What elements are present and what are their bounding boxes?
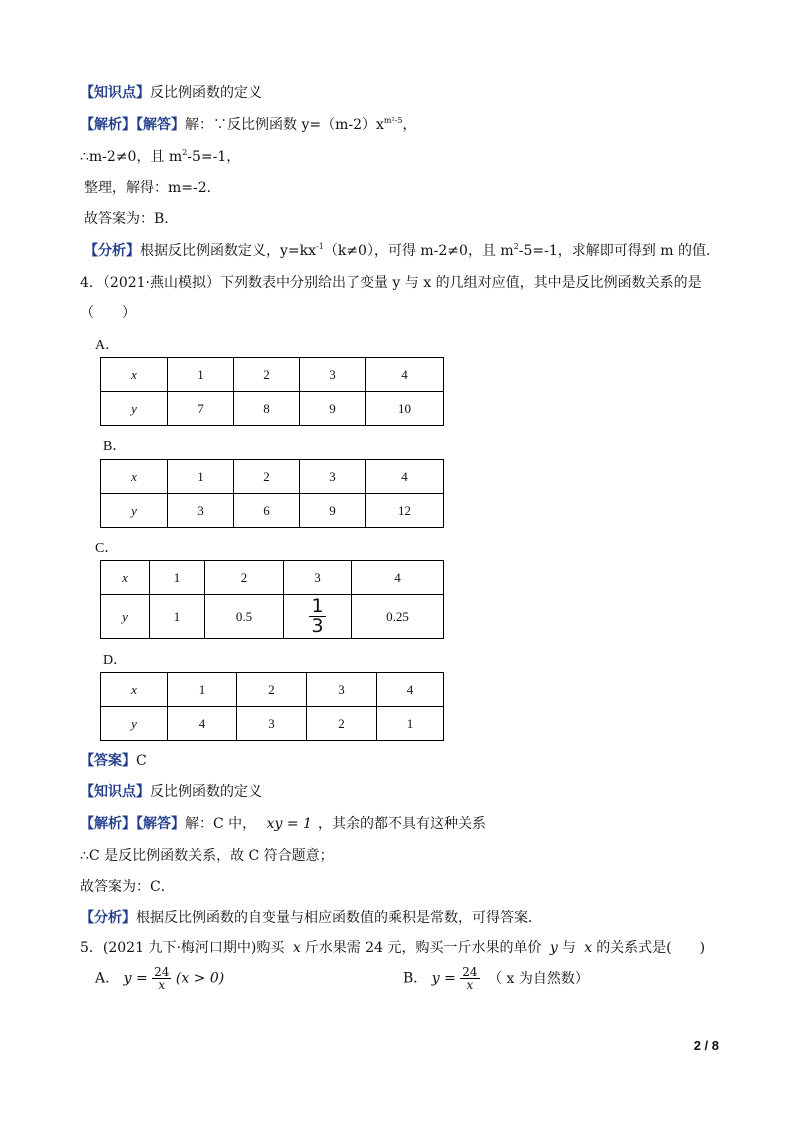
analysis-text-2b: ，其余的都不具有这种关系 xyxy=(317,816,486,832)
cell: x xyxy=(101,561,150,595)
knowledge-point-line-2 xyxy=(80,781,262,801)
option-b-table xyxy=(100,459,444,528)
analysis-summary-line-2 xyxy=(80,907,542,927)
fraction-denominator: x xyxy=(466,978,474,992)
q5-var-x: x xyxy=(292,940,301,956)
cell: 10 xyxy=(366,392,444,426)
fraction-numerator: 24 xyxy=(154,965,170,979)
cell: 7 xyxy=(168,392,234,426)
cell: 2 xyxy=(307,707,377,741)
cell: 1 xyxy=(168,358,234,392)
q5-text-b: 斤水果需 24 元，购买一斤水果的单价 xyxy=(304,940,542,956)
cell: 4 xyxy=(168,707,237,741)
option-b-label: B． xyxy=(103,439,127,454)
cell: 3 xyxy=(300,460,366,494)
equation-xy: xy = 1 xyxy=(266,816,312,832)
cell: 1 xyxy=(168,460,234,494)
analysis-summary-tag: 【分析】 xyxy=(84,243,140,259)
analysis-text: 解：∵反比例函数 y=（m-2）x xyxy=(185,117,384,133)
cell: 2 xyxy=(234,358,300,392)
analysis-summary-line xyxy=(84,240,710,260)
knowledge-point-tag: 【知识点】 xyxy=(80,85,150,101)
q5-option-b-fraction xyxy=(460,966,479,991)
cell: 3 xyxy=(307,673,377,707)
q5-text-d: 的关系式是( ) xyxy=(596,940,706,956)
knowledge-point-text: 反比例函数的定义 xyxy=(150,85,262,101)
q5-option-b-condition: （ x 为自然数） xyxy=(488,970,589,987)
cell: 2 xyxy=(205,561,284,595)
knowledge-point-line xyxy=(80,82,262,102)
cell: 1 xyxy=(168,673,237,707)
cell: y xyxy=(101,494,168,528)
cell: y xyxy=(101,707,168,741)
condition-line xyxy=(80,146,240,166)
solve-line: 整理，解得：m=-2. xyxy=(84,180,212,196)
cell: x xyxy=(101,358,168,392)
fraction-one-third xyxy=(309,597,325,636)
analysis-tag: 【解析】【解答】 xyxy=(80,117,185,133)
analysis-summary-exp1: -1 xyxy=(316,242,324,251)
exponent: m²-5 xyxy=(383,116,403,125)
cell: 4 xyxy=(366,358,444,392)
q5-option-a-label: A． xyxy=(95,970,120,987)
cell: y xyxy=(101,595,150,639)
answer-key-text: C xyxy=(136,753,147,769)
page-number: 2 / 8 xyxy=(693,1038,719,1053)
analysis-line xyxy=(80,114,417,134)
fraction-numerator: 24 xyxy=(462,965,478,979)
q5-option-b-lhs: y = xyxy=(431,970,456,987)
cell: 6 xyxy=(234,494,300,528)
question-5-line xyxy=(80,937,705,957)
condition-exp: 2 xyxy=(182,148,188,157)
cell: 0.25 xyxy=(352,595,444,639)
conclusion-line: ∴C 是反比例函数关系，故 C 符合题意； xyxy=(80,848,334,864)
cell: 3 xyxy=(237,707,307,741)
analysis-line-2 xyxy=(80,813,486,833)
knowledge-point-tag-2: 【知识点】 xyxy=(80,784,150,800)
option-c-table xyxy=(100,560,444,639)
cell: 3 xyxy=(168,494,234,528)
answer-key-line xyxy=(80,750,147,770)
analysis-summary-e: -5=-1，求解即可得到 m 的值. xyxy=(518,243,711,259)
q5-text-c: 与 xyxy=(561,940,576,956)
answer-key-tag: 【答案】 xyxy=(80,753,136,769)
cell: 3 xyxy=(300,358,366,392)
q5-option-a-fraction xyxy=(152,966,171,991)
cell: 4 xyxy=(352,561,444,595)
cell: 1 xyxy=(150,595,205,639)
fraction-denominator: 3 xyxy=(311,615,324,637)
cell: 4 xyxy=(377,673,444,707)
q5-var-y: y xyxy=(549,940,558,956)
q5-text-a: 5．(2021 九下·梅河口期中)购买 xyxy=(80,940,285,956)
q5-option-a xyxy=(95,966,224,991)
analysis-tag-2: 【解析】【解答】 xyxy=(80,816,185,832)
analysis-end: ， xyxy=(402,117,417,133)
fraction-numerator: 1 xyxy=(311,595,324,617)
answer-line-2: 故答案为：C． xyxy=(80,879,175,895)
option-d-table xyxy=(100,672,444,741)
option-a-table xyxy=(100,357,444,426)
cell: 2 xyxy=(234,460,300,494)
question-4-line2: （ ） xyxy=(80,305,136,321)
knowledge-point-text-2: 反比例函数的定义 xyxy=(150,784,262,800)
cell: 3 xyxy=(284,561,352,595)
cell: 9 xyxy=(300,392,366,426)
analysis-summary-c: （k≠0），可得 m-2≠0，且 m xyxy=(323,243,514,259)
cell: 8 xyxy=(234,392,300,426)
analysis-text-2a: 解：C 中， xyxy=(185,816,257,832)
condition-text-a: ∴m-2≠0，且 m xyxy=(80,149,183,165)
cell: 2 xyxy=(237,673,307,707)
cell: y xyxy=(101,392,168,426)
cell: 0.5 xyxy=(205,595,284,639)
cell: 4 xyxy=(366,460,444,494)
cell: 12 xyxy=(366,494,444,528)
cell-fraction xyxy=(284,595,352,639)
cell: 1 xyxy=(150,561,205,595)
cell: x xyxy=(101,673,168,707)
question-4-line1: 4．（2021·燕山模拟）下列数表中分别给出了变量 y 与 x 的几组对应值，其中是反比例函数关系的是 xyxy=(80,275,702,291)
cell: 1 xyxy=(377,707,444,741)
cell: x xyxy=(101,460,168,494)
option-a-label: A． xyxy=(95,338,120,353)
fraction-denominator: x xyxy=(158,978,166,992)
answer-line: 故答案为：B. xyxy=(84,211,169,227)
cell: 9 xyxy=(300,494,366,528)
q5-option-b xyxy=(403,966,589,991)
option-d-label: D． xyxy=(103,653,128,668)
q5-var-x2: x xyxy=(584,940,593,956)
analysis-summary-tag-2: 【分析】 xyxy=(80,910,136,926)
q5-option-a-lhs: y = xyxy=(123,970,148,987)
condition-text-c: -5=-1， xyxy=(187,149,241,165)
q5-option-b-label: B． xyxy=(403,970,428,987)
analysis-summary-exp2: 2 xyxy=(513,242,519,251)
analysis-summary-a: 根据反比例函数定义，y=kx xyxy=(140,243,317,259)
q5-option-a-condition: (x > 0) xyxy=(175,970,225,987)
option-c-label: C． xyxy=(95,541,119,556)
analysis-summary-text-2: 根据反比例函数的自变量与相应函数值的乘积是常数，可得答案． xyxy=(136,910,542,926)
